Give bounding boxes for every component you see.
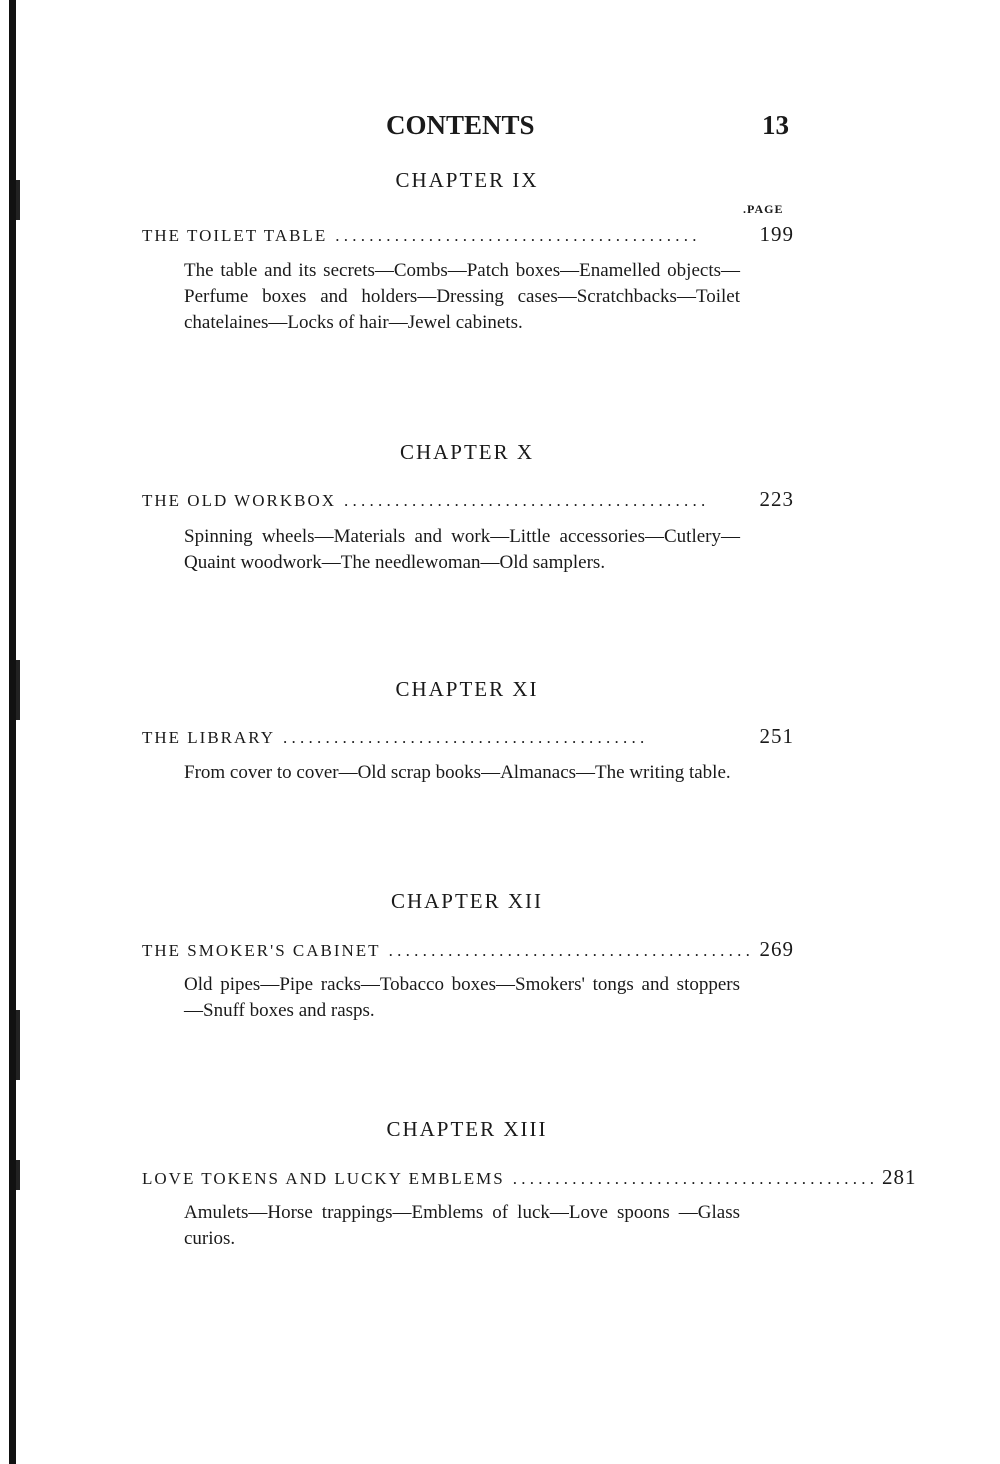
toc-entry-page: 269: [759, 937, 794, 961]
toc-entry-description: Old pipes—Pipe racks—Tobacco boxes—Smokers' tongs and stoppers—Snuff boxes and rasps.: [184, 974, 740, 1021]
page-number: 13: [762, 110, 789, 140]
chapter-heading: CHAPTER XII: [390, 889, 544, 913]
toc-entry[interactable]: [142, 487, 794, 513]
chapter-heading: CHAPTER X: [399, 440, 535, 464]
toc-entry-description: Amulets—Horse trappings—Emblems of luck—Love spoons —Glass curios.: [184, 1202, 740, 1249]
toc-entry-page: 199: [759, 222, 794, 246]
toc-entry[interactable]: [142, 937, 794, 963]
toc-entry-title: THE SMOKER'S CABINET: [142, 941, 381, 960]
chapter-heading: CHAPTER XIII: [386, 1117, 548, 1141]
chapter-heading: CHAPTER XI: [395, 677, 539, 701]
toc-entry-description: From cover to cover—Old scrap books—Almanacs—The writing table.: [184, 762, 731, 783]
spine-fragment: [16, 1010, 20, 1080]
book-spine-edge: [9, 0, 16, 1464]
spine-fragment: [16, 660, 20, 720]
page-column-label: .PAGE: [743, 202, 784, 216]
toc-entry-description: Spinning wheels—Materials and work—Little accessories—Cutlery—Quaint woodwork—The needlewoman—Old samplers.: [184, 526, 740, 573]
dot-leader: . . . . . . . . . . . . . . . . . . . . . . . . . . . . . . . . . . . . . . . . . . .: [388, 941, 750, 960]
dot-leader: . . . . . . . . . . . . . . . . . . . . . . . . . . . . . . . . . . . . . . . . . . .: [282, 728, 645, 747]
toc-entry-page: 251: [759, 724, 794, 748]
chapter-heading: CHAPTER IX: [395, 168, 539, 192]
dot-leader: . . . . . . . . . . . . . . . . . . . . . . . . . . . . . . . . . . . . . . . . . . .: [335, 226, 697, 245]
dot-leader: . . . . . . . . . . . . . . . . . . . . . . . . . . . . . . . . . . . . . . . . . . .: [512, 1169, 875, 1188]
toc-entry-page: 281: [882, 1165, 917, 1189]
toc-entry[interactable]: [142, 724, 794, 750]
toc-entry[interactable]: [142, 1165, 917, 1191]
dot-leader: . . . . . . . . . . . . . . . . . . . . . . . . . . . . . . . . . . . . . . . . . . .: [344, 491, 706, 510]
toc-entry-title: THE OLD WORKBOX: [142, 491, 337, 510]
page-title: CONTENTS: [386, 110, 535, 140]
toc-entry-title: THE LIBRARY: [142, 728, 275, 747]
spine-fragment: [16, 1160, 20, 1190]
spine-fragment: [16, 180, 20, 220]
toc-entry-title: LOVE TOKENS AND LUCKY EMBLEMS: [142, 1169, 505, 1188]
toc-entry[interactable]: [142, 222, 794, 248]
toc-entry-description: The table and its secrets—Combs—Patch boxes—Enamelled objects—Perfume boxes and holders—Dressing cases—Scratchbacks—Toilet chatelaines—Locks of hair—Jewel cabinets.: [184, 260, 740, 333]
toc-entry-title: THE TOILET TABLE: [142, 226, 328, 245]
toc-entry-page: 223: [759, 487, 794, 511]
